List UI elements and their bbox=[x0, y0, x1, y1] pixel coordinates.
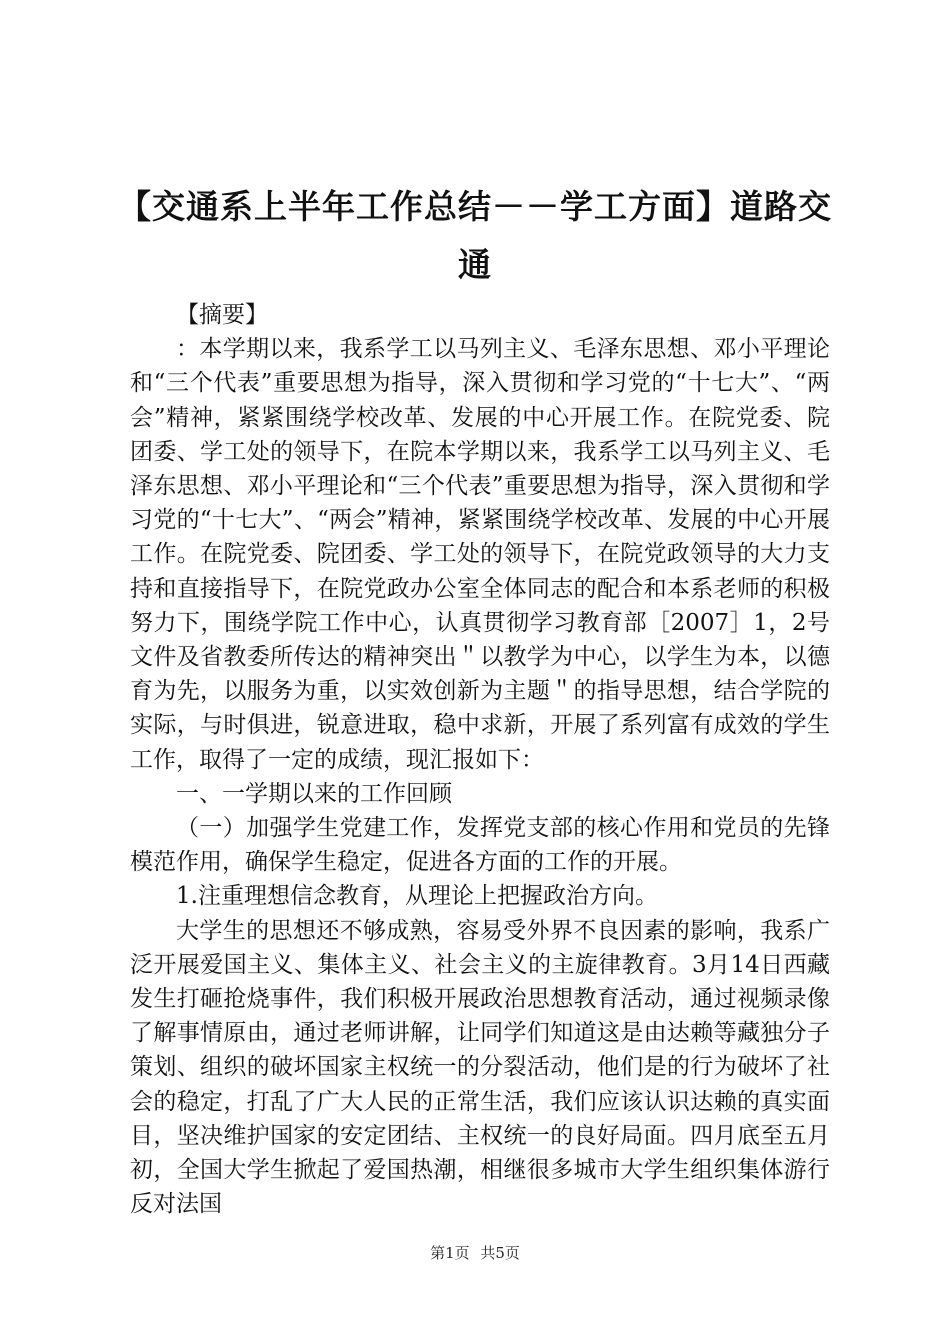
body-paragraph: 大学生的思想还不够成熟，容易受外界不良因素的影响，我系广泛开展爱国主义、集体主义、社会主义的主旋律教育。3月14日西藏发生打砸抢烧事件，我们积极开展政治思想教育活动，通过视频录像了解事情原由，通过老师讲解，让同学们知道这是由达赖等藏独分子策划、组织的破坏国家主权统一的分裂活动，他们是的行为破坏了社会的稳定，打乱了广大人民的正常生活，我们应该认识达赖的真实面目，坚决维护国家的安定团结、主权统一的良好局面。四月底至五月初，全国大学生掀起了爱国热潮，相继很多城市大学生组织集体游行反对法国 bbox=[130, 917, 830, 1218]
abstract-heading: 【摘要】 bbox=[176, 302, 268, 328]
section-heading: 一、一学期以来的工作回顾 bbox=[176, 780, 452, 807]
page-number: 第1页 bbox=[430, 1244, 470, 1262]
page-footer bbox=[0, 1242, 950, 1263]
subsection-heading: （一）加强学生党建工作，发挥党支部的核心作用和党员的先锋模范作用，确保学生稳定，促进各方面的工作的开展。 bbox=[130, 815, 830, 876]
page-total: 共5页 bbox=[480, 1244, 520, 1262]
document-body bbox=[130, 298, 830, 1221]
item-heading: 1.注重理想信念教育，从理论上把握政治方向。 bbox=[176, 883, 658, 910]
abstract-paragraph: ：本学期以来，我系学工以马列主义、毛泽东思想、邓小平理论和“三个代表”重要思想为指导，深入贯彻和学习党的“十七大”、“两会”精神，紧紧围绕学校改革、发展的中心开展工作。在院党委、院团委、学工处的领导下，在院本学期以来，我系学工以马列主义、毛泽东思想、邓小平理论和“三个代表”重要思想为指导，深入贯彻和学习党的“十七大”、“两会”精神，紧紧围绕学校改革、发展的中心开展工作。在院党委、院团委、学工处的领导下，在院党政领导的大力支持和直接指导下，在院党政办公室全体同志的配合和本系老师的积极努力下，围绕学院工作中心，认真贯彻学习教育部［2007］1，2号文件及省教委所传达的精神突出＂以教学为中心，以学生为本，以德育为先，以服务为重，以实效创新为主题＂的指导思想，结合学院的实际，与时俱进，锐意进取，稳中求新，开展了系列富有成效的学生工作，取得了一定的成绩，现汇报如下： bbox=[130, 336, 830, 773]
document-title: 【交通系上半年工作总结－－学工方面】道路交通 bbox=[118, 187, 832, 284]
